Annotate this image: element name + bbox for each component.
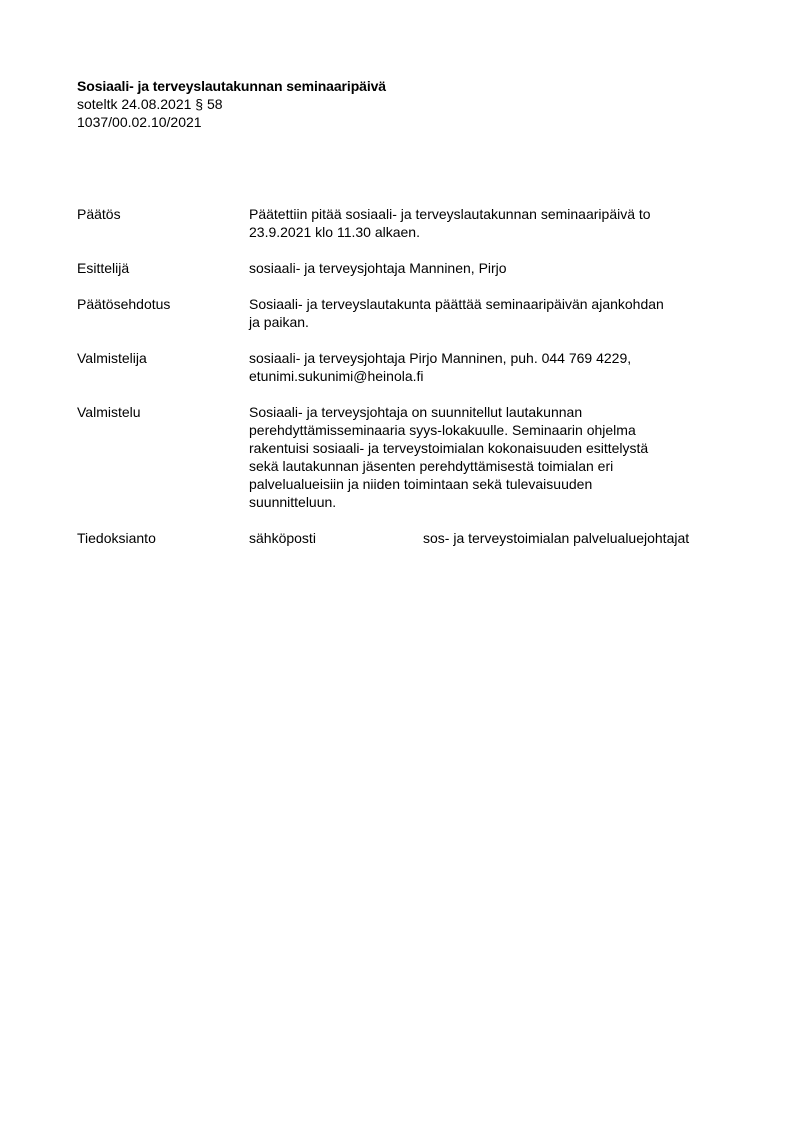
document-title: Sosiaali- ja terveyslautakunnan seminaaripäivä — [77, 78, 386, 94]
section-label: Tiedoksianto — [77, 530, 156, 546]
section-label: Valmistelu — [77, 404, 141, 420]
section-line: Sosiaali- ja terveyslautakunta päättää seminaaripäivän ajankohdan — [249, 296, 664, 312]
section-valmistelija — [77, 349, 737, 385]
document-header — [77, 77, 386, 131]
section-line: sekä lautakunnan jäsenten perehdyttämisestä toimialan eri — [249, 458, 614, 474]
decision-sections — [77, 205, 737, 565]
section-line: perehdyttämisseminaaria syys-lokakuulle. Seminaarin ohjelma — [249, 422, 636, 438]
section-content — [249, 259, 729, 277]
section-content — [249, 205, 729, 241]
section-tiedoksianto — [77, 529, 737, 547]
section-content — [249, 403, 729, 511]
section-line: Sosiaali- ja terveysjohtaja on suunnitellut lautakunnan — [249, 404, 583, 420]
section-valmistelu — [77, 403, 737, 511]
section-line: sosiaali- ja terveysjohtaja Pirjo Manninen, puh. 044 769 4229, — [249, 350, 632, 366]
section-line: Päätettiin pitää sosiaali- ja terveyslautakunnan seminaaripäivä to — [249, 206, 651, 222]
distribution-recipient: sos- ja terveystoimialan palvelualuejohtajat — [423, 530, 690, 546]
section-line: ja paikan. — [249, 314, 309, 330]
section-line: rakentuisi sosiaali- ja terveystoimialan kokonaisuuden esittelystä — [249, 440, 649, 456]
diary-number: 1037/00.02.10/2021 — [77, 114, 202, 130]
section-line: palvelualueisiin ja niiden toimintaan sekä tulevaisuuden — [249, 476, 593, 492]
section-content — [249, 295, 729, 331]
section-line: 23.9.2021 klo 11.30 alkaen. — [249, 224, 420, 240]
section-content — [249, 349, 729, 385]
section-line: sosiaali- ja terveysjohtaja Manninen, Pirjo — [249, 260, 507, 276]
section-label: Päätös — [77, 206, 121, 222]
section-label: Esittelijä — [77, 260, 130, 276]
section-paatos — [77, 205, 737, 241]
section-esittelija — [77, 259, 737, 277]
distribution-method: sähköposti — [249, 530, 316, 546]
section-line: etunimi.sukunimi@heinola.fi — [249, 368, 424, 384]
meeting-reference: soteltk 24.08.2021 § 58 — [77, 96, 223, 112]
section-line: suunnitteluun. — [249, 494, 337, 510]
section-label: Valmistelija — [77, 350, 147, 366]
distribution-content — [249, 529, 729, 547]
section-label: Päätösehdotus — [77, 296, 171, 312]
section-paatosehdotus — [77, 295, 737, 331]
